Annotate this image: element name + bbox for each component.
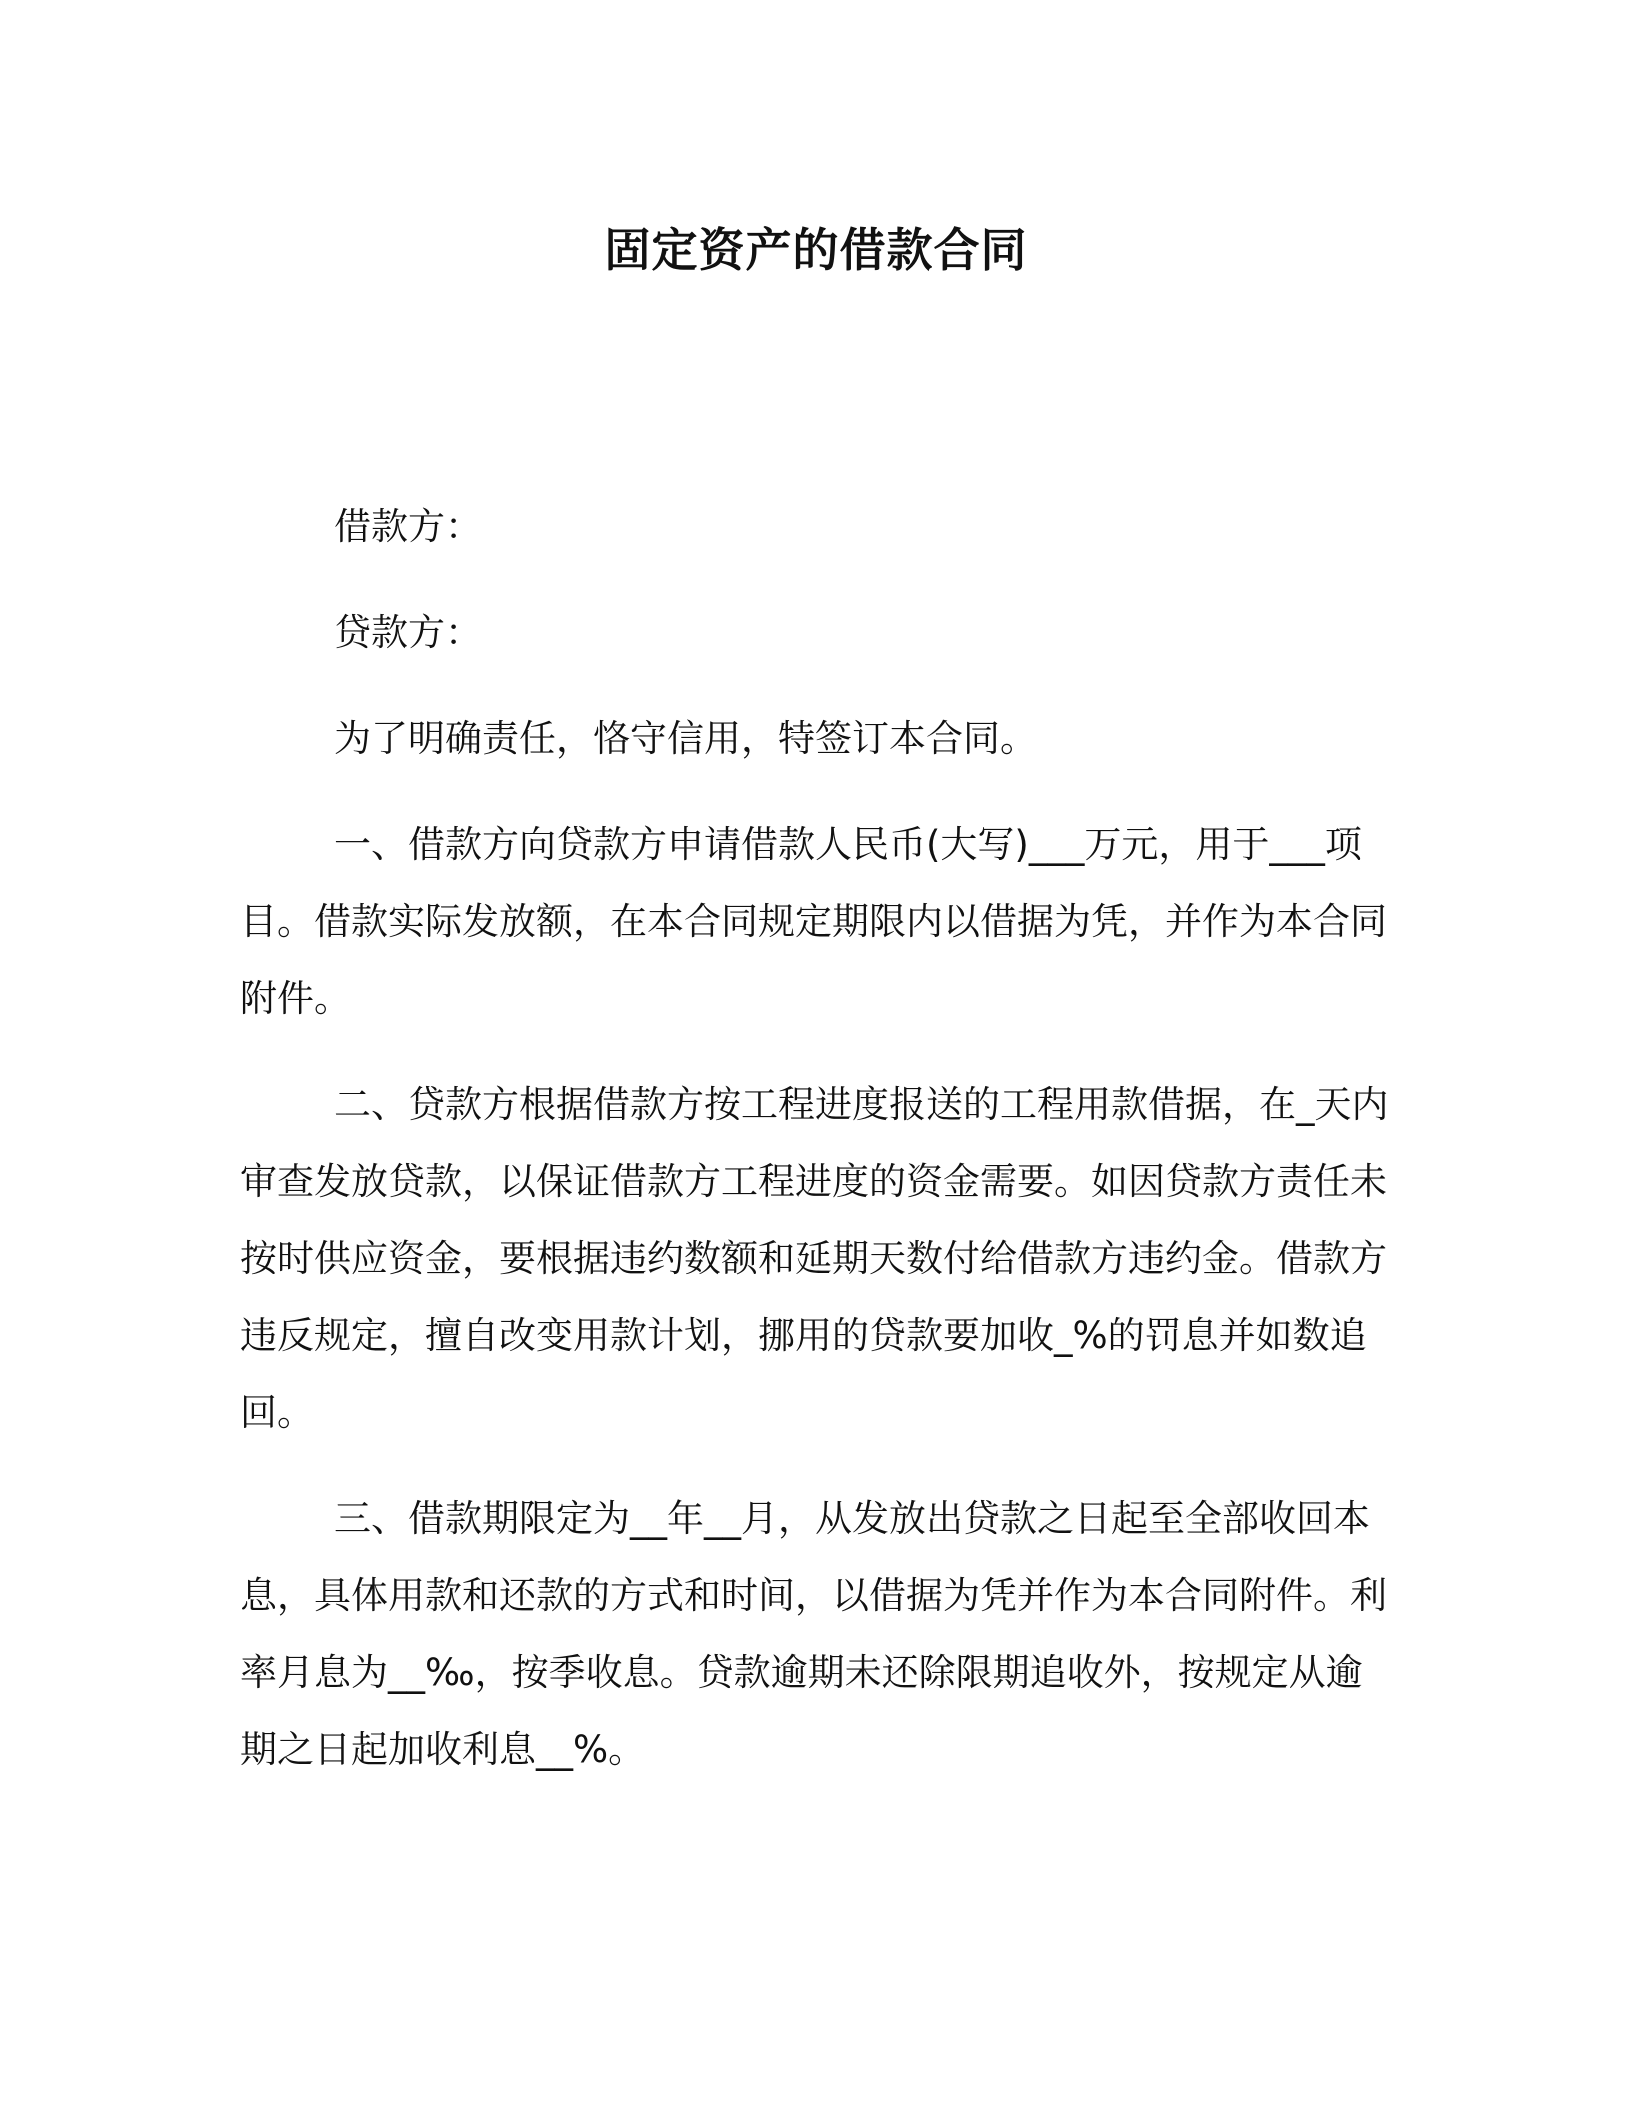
lender-line: 贷款方： — [334, 611, 482, 654]
borrower-line: 借款方： — [334, 505, 482, 548]
clause-1-paragraph: 一、借款方向贷款方申请借款人民币(大写)___万元，用于___项目。借款实际发放额，在本合同规定期限内以借据为凭，并作为本合同附件。 — [240, 823, 1387, 1020]
clause-3-paragraph: 三、借款期限定为__年__月，从发放出贷款之日起至全部收回本息，具体用款和还款的方式和时间，以借据为凭并作为本合同附件。利率月息为__‰，按季收息。贷款逾期未还除限期追收外，按规定从逾期之日起加收利息__%。 — [240, 1497, 1387, 1771]
document-body — [240, 488, 1390, 1817]
clause-2-paragraph: 二、贷款方根据借款方按工程进度报送的工程用款借据，在_天内审查发放贷款，以保证借款方工程进度的资金需要。如因贷款方责任未按时供应资金，要根据违约数额和延期天数付给借款方违约金。借款方违反规定，擅自改变用款计划，挪用的贷款要加收_%的罚息并如数追回。 — [240, 1083, 1389, 1434]
document-title: 固定资产的借款合同 — [604, 223, 1028, 277]
preamble-paragraph: 为了明确责任，恪守信用，特签订本合同。 — [334, 717, 1037, 760]
